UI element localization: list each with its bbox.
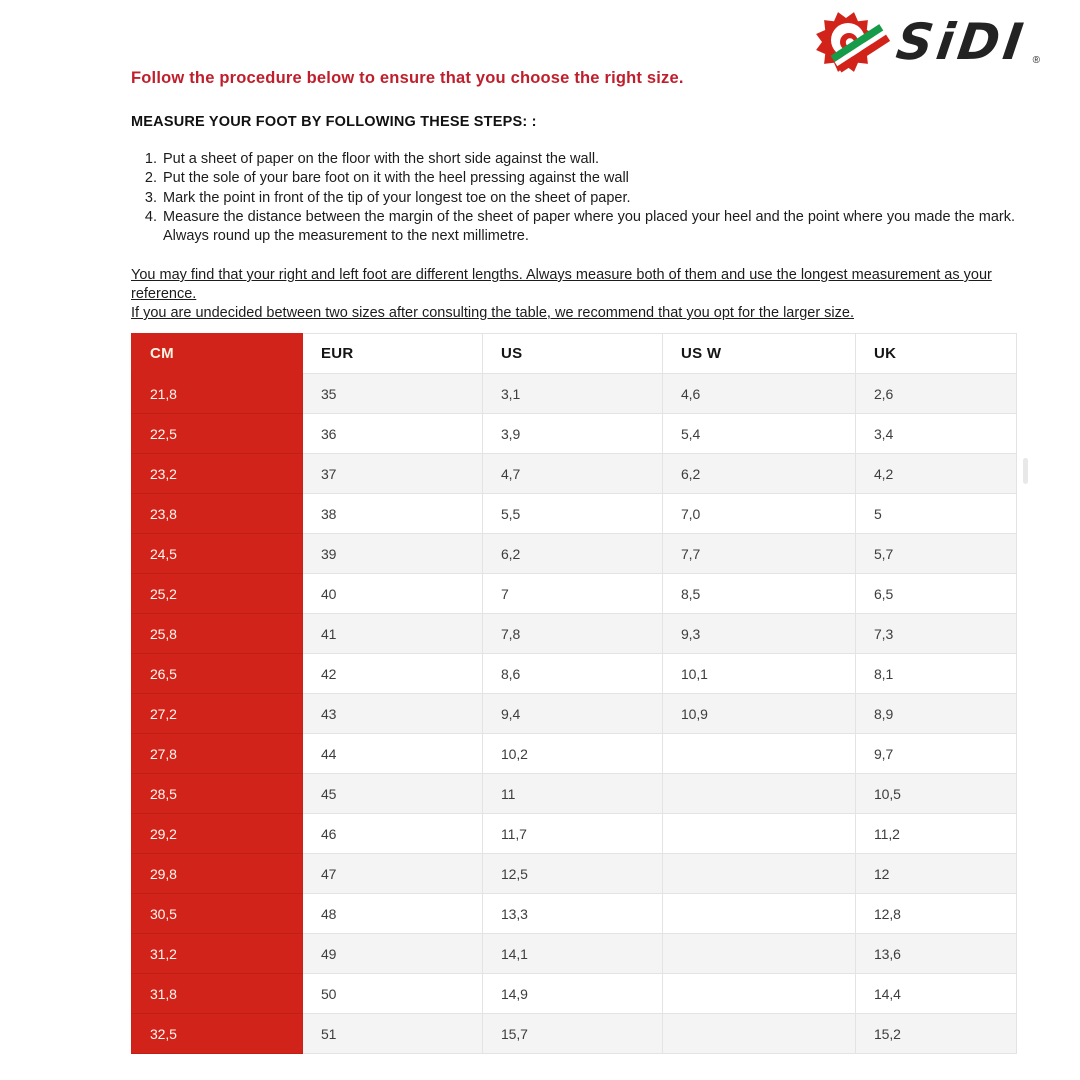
size-cell (663, 854, 856, 894)
table-row (132, 854, 1017, 894)
table-row (132, 734, 1017, 774)
size-cell: 44 (303, 734, 483, 774)
size-cell: 25,2 (132, 574, 303, 614)
size-cell: 12,5 (483, 854, 663, 894)
size-cell: 11,2 (856, 814, 1017, 854)
size-cell: 26,5 (132, 654, 303, 694)
sidi-logo (803, 10, 1040, 74)
size-cell: 9,4 (483, 694, 663, 734)
size-cell: 29,8 (132, 854, 303, 894)
size-cell: 43 (303, 694, 483, 734)
size-cell: 41 (303, 614, 483, 654)
section-title: MEASURE YOUR FOOT BY FOLLOWING THESE STEPS: : (131, 114, 537, 130)
size-cell: 45 (303, 774, 483, 814)
size-cell: 40 (303, 574, 483, 614)
step-item: 3. Mark the point in front of the tip of your longest toe on the sheet of paper. (161, 189, 1016, 208)
size-cell (663, 814, 856, 854)
size-cell (663, 934, 856, 974)
header-row (132, 334, 1017, 374)
size-cell: 48 (303, 894, 483, 934)
advice-notes (131, 266, 1009, 323)
size-cell: 8,1 (856, 654, 1017, 694)
table-row (132, 1014, 1017, 1054)
size-table-header (132, 334, 1017, 374)
column-header: EUR (303, 334, 483, 374)
size-cell: 9,3 (663, 614, 856, 654)
size-cell: 25,8 (132, 614, 303, 654)
size-cell: 10,5 (856, 774, 1017, 814)
column-header: US W (663, 334, 856, 374)
brand-wordmark: SiDI (893, 13, 1031, 71)
size-cell: 5,5 (483, 494, 663, 534)
table-row (132, 614, 1017, 654)
step-item: 1. Put a sheet of paper on the floor with the short side against the wall. (161, 150, 1016, 169)
size-cell: 13,6 (856, 934, 1017, 974)
size-cell: 7 (483, 574, 663, 614)
size-cell: 3,9 (483, 414, 663, 454)
size-cell: 5,7 (856, 534, 1017, 574)
size-cell: 10,1 (663, 654, 856, 694)
size-cell: 4,6 (663, 374, 856, 414)
column-header: UK (856, 334, 1017, 374)
size-cell: 4,2 (856, 454, 1017, 494)
size-cell (663, 894, 856, 934)
size-cell: 31,8 (132, 974, 303, 1014)
size-cell: 11,7 (483, 814, 663, 854)
size-cell: 28,5 (132, 774, 303, 814)
table-row (132, 974, 1017, 1014)
size-cell (663, 974, 856, 1014)
table-row (132, 774, 1017, 814)
size-cell: 10,9 (663, 694, 856, 734)
size-cell: 32,5 (132, 1014, 303, 1054)
table-row (132, 534, 1017, 574)
column-header: CM (132, 334, 303, 374)
size-cell: 6,2 (663, 454, 856, 494)
size-cell: 42 (303, 654, 483, 694)
table-row (132, 694, 1017, 734)
size-cell: 15,7 (483, 1014, 663, 1054)
column-header: US (483, 334, 663, 374)
size-cell: 27,8 (132, 734, 303, 774)
size-cell: 6,5 (856, 574, 1017, 614)
size-cell: 47 (303, 854, 483, 894)
size-cell: 38 (303, 494, 483, 534)
size-cell: 37 (303, 454, 483, 494)
table-row (132, 574, 1017, 614)
size-cell: 23,2 (132, 454, 303, 494)
registered-mark: ® (1032, 55, 1040, 66)
size-cell: 3,4 (856, 414, 1017, 454)
size-cell: 6,2 (483, 534, 663, 574)
note-choose-larger-size: If you are undecided between two sizes after consulting the table, we recommend that you opt for the larger size. (131, 305, 854, 321)
size-cell (663, 734, 856, 774)
sidi-swirl-icon (803, 10, 897, 74)
size-cell: 50 (303, 974, 483, 1014)
size-cell: 7,7 (663, 534, 856, 574)
size-cell: 14,1 (483, 934, 663, 974)
table-row (132, 414, 1017, 454)
size-cell: 24,5 (132, 534, 303, 574)
size-cell: 7,3 (856, 614, 1017, 654)
size-cell: 7,0 (663, 494, 856, 534)
size-cell: 14,9 (483, 974, 663, 1014)
size-cell: 9,7 (856, 734, 1017, 774)
table-row (132, 494, 1017, 534)
size-cell: 12 (856, 854, 1017, 894)
table-row (132, 454, 1017, 494)
size-cell: 2,6 (856, 374, 1017, 414)
note-measure-both-feet: You may find that your right and left foot are different lengths. Always measure both of them and use the longest measurement as your reference. (131, 267, 992, 302)
size-cell: 35 (303, 374, 483, 414)
size-cell: 14,4 (856, 974, 1017, 1014)
size-cell: 5 (856, 494, 1017, 534)
step-item: 4. Measure the distance between the margin of the sheet of paper where you placed your heel and the point where you made the mark. Always round up the measurement to the next millimetre. (161, 208, 1016, 247)
page-title: Follow the procedure below to ensure that you choose the right size. (131, 69, 684, 87)
table-row (132, 814, 1017, 854)
size-cell: 4,7 (483, 454, 663, 494)
size-cell: 22,5 (132, 414, 303, 454)
measurement-steps (131, 150, 1016, 246)
size-cell (663, 774, 856, 814)
size-cell (663, 1014, 856, 1054)
size-cell: 27,2 (132, 694, 303, 734)
size-cell: 12,8 (856, 894, 1017, 934)
size-table-body (132, 374, 1017, 1054)
size-cell: 31,2 (132, 934, 303, 974)
table-row (132, 654, 1017, 694)
size-cell: 11 (483, 774, 663, 814)
table-row (132, 934, 1017, 974)
size-cell: 39 (303, 534, 483, 574)
size-cell: 8,9 (856, 694, 1017, 734)
size-cell: 3,1 (483, 374, 663, 414)
size-cell: 49 (303, 934, 483, 974)
table-row (132, 374, 1017, 414)
size-cell: 13,3 (483, 894, 663, 934)
size-cell: 51 (303, 1014, 483, 1054)
size-cell: 5,4 (663, 414, 856, 454)
step-item: 2. Put the sole of your bare foot on it with the heel pressing against the wall (161, 169, 1016, 188)
scrollbar-thumb[interactable] (1023, 458, 1028, 484)
size-cell: 8,5 (663, 574, 856, 614)
size-cell: 30,5 (132, 894, 303, 934)
size-cell: 21,8 (132, 374, 303, 414)
size-cell: 46 (303, 814, 483, 854)
size-cell: 7,8 (483, 614, 663, 654)
size-cell: 29,2 (132, 814, 303, 854)
size-cell: 23,8 (132, 494, 303, 534)
size-cell: 8,6 (483, 654, 663, 694)
size-cell: 36 (303, 414, 483, 454)
table-row (132, 894, 1017, 934)
size-cell: 15,2 (856, 1014, 1017, 1054)
size-conversion-table (131, 333, 1017, 1054)
size-cell: 10,2 (483, 734, 663, 774)
